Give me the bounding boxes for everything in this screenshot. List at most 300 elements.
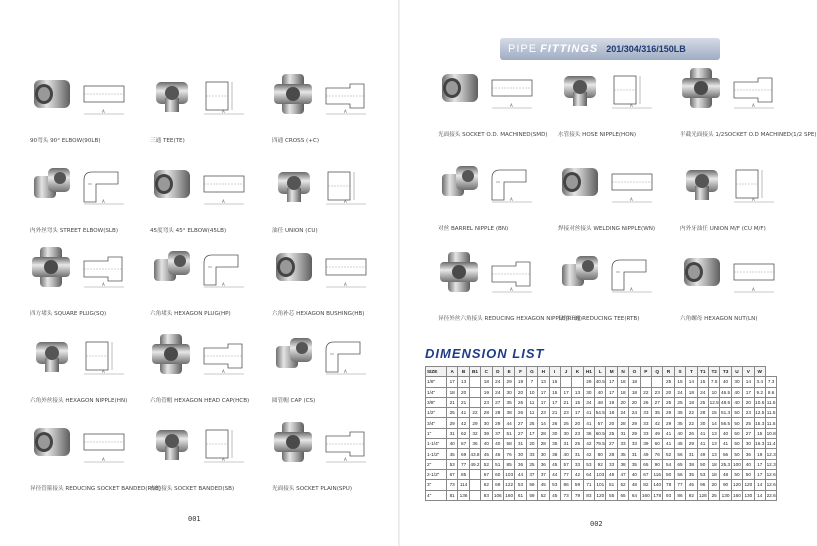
dimension-cell: 39	[481, 428, 492, 438]
dimension-cell: 93	[663, 490, 674, 500]
dimension-cell: 73	[560, 490, 571, 500]
dimension-cell: 22	[686, 408, 697, 418]
dimension-cell: 90	[652, 459, 663, 469]
dimension-cell: 178	[652, 490, 663, 500]
dimension-cell: 14	[754, 490, 765, 500]
header-grades: 201/304/316/150LB	[606, 44, 686, 54]
dimension-cell: 160	[640, 490, 651, 500]
dimension-cell: 26	[640, 397, 651, 407]
dimension-cell: 20	[458, 387, 469, 397]
dimension-cell: 15	[674, 377, 685, 387]
fitting-photo	[272, 162, 316, 206]
dimension-cell: 20	[572, 418, 583, 428]
dimension-cell: 18	[708, 459, 719, 469]
dimension-cell: 29	[583, 377, 594, 387]
dimension-cell: 30	[538, 449, 549, 459]
dimension-cell: 21	[458, 397, 469, 407]
svg-text:A: A	[102, 199, 105, 204]
dimension-cell: 7.5	[708, 377, 719, 387]
dimension-cell: 33	[606, 459, 617, 469]
dimension-cell: 53	[549, 480, 560, 490]
dimension-cell: 17	[572, 408, 583, 418]
dimension-cell: 38	[503, 408, 514, 418]
fitting-caption: 六角螺母 HEXAGON NUT(LN)	[680, 316, 758, 322]
fitting-caption: 六角补芯 HEXAGON BUSHING(HB)	[272, 311, 365, 317]
dimension-cell: 49	[606, 469, 617, 479]
dimension-header-row	[426, 367, 777, 377]
dimension-cell: 67	[481, 469, 492, 479]
dimension-cell: 92	[595, 459, 606, 469]
dimension-cell	[469, 469, 480, 479]
fitting-photo	[438, 250, 482, 294]
dimension-cell: 64	[629, 490, 640, 500]
dimension-cell: 50	[731, 449, 742, 459]
fitting-drawing	[198, 424, 248, 464]
dimension-cell: 40	[560, 449, 571, 459]
dimension-cell: 79	[572, 490, 583, 500]
fitting-photo	[30, 245, 74, 289]
dimension-cell: 120	[595, 490, 606, 500]
dimension-cell: 57	[560, 459, 571, 469]
dimension-cell: 40	[481, 439, 492, 449]
dimension-cell: 86	[674, 490, 685, 500]
dimension-cell: 79.5	[595, 439, 606, 449]
dimension-cell: 28	[492, 408, 503, 418]
dimension-cell: 11	[526, 397, 537, 407]
dimension-cell: 25.3	[720, 459, 731, 469]
dimension-cell: 65	[674, 459, 685, 469]
dimension-cell: 64	[583, 469, 594, 479]
dimension-cell: 51	[492, 459, 503, 469]
dimension-cell: 42	[458, 418, 469, 428]
dimension-column-header: M	[606, 367, 617, 377]
dimension-cell: 22.6	[765, 490, 776, 500]
svg-text:A: A	[344, 369, 347, 374]
dimension-cell: 31	[515, 439, 526, 449]
dimension-cell: 30	[697, 418, 708, 428]
dimension-cell: 30	[549, 428, 560, 438]
dimension-cell: 13	[708, 449, 719, 459]
dimension-cell: 29	[447, 418, 458, 428]
dimension-cell: 19	[515, 377, 526, 387]
dimension-cell: 18	[686, 397, 697, 407]
dimension-cell: 23	[572, 428, 583, 438]
dimension-cell: 128	[697, 490, 708, 500]
fitting-photo	[30, 420, 74, 464]
dimension-cell: 35	[503, 397, 514, 407]
dimension-cell: 80	[595, 449, 606, 459]
fitting-drawing	[320, 424, 370, 464]
dimension-cell: 16.3	[754, 439, 765, 449]
dimension-cell: 103	[503, 469, 514, 479]
dimension-row	[426, 387, 777, 397]
dimension-cell: 48	[595, 397, 606, 407]
dimension-cell: 40	[731, 387, 742, 397]
fitting-photo	[150, 162, 194, 206]
dimension-cell: 13	[538, 377, 549, 387]
dimension-cell: 23	[743, 408, 754, 418]
dimension-cell: 25	[708, 490, 719, 500]
fitting-caption: 六角外丝接头 HEXAGON NIPPLE(HN)	[30, 398, 128, 404]
dimension-cell: 19	[481, 387, 492, 397]
dimension-cell: 21	[560, 397, 571, 407]
dimension-cell: 37	[526, 469, 537, 479]
fitting-drawing	[78, 76, 128, 116]
dimension-cell: 13	[708, 428, 719, 438]
dimension-cell: 28	[606, 449, 617, 459]
dimension-cell: 42	[652, 418, 663, 428]
dimension-cell: 12.6	[765, 469, 776, 479]
dimension-cell: 33	[572, 459, 583, 469]
dimension-cell: 15	[697, 377, 708, 387]
dimension-cell: 136	[458, 490, 469, 500]
dimension-cell: 41	[720, 439, 731, 449]
dimension-cell: 50	[731, 408, 742, 418]
dimension-cell: 17	[560, 387, 571, 397]
dimension-cell: 100	[731, 459, 742, 469]
dimension-cell: 53	[697, 469, 708, 479]
dimension-cell: 42	[583, 439, 594, 449]
fitting-caption: 内外丝弯头 STREET ELBOW(SLB)	[30, 228, 119, 234]
fitting-drawing	[198, 336, 248, 376]
dimension-cell: 49	[652, 428, 663, 438]
dimension-cell: 11.5	[765, 418, 776, 428]
dimension-cell: 45	[538, 480, 549, 490]
dimension-cell: 52	[481, 459, 492, 469]
dimension-cell: 81	[447, 490, 458, 500]
dimension-cell: 53	[447, 459, 458, 469]
dimension-cell: 33	[526, 449, 537, 459]
dimension-row	[426, 377, 777, 387]
dimension-cell: 24	[617, 408, 628, 418]
dimension-cell: 22	[469, 408, 480, 418]
dimension-cell: 14	[538, 418, 549, 428]
dimension-cell: 56	[674, 449, 685, 459]
dimension-cell	[469, 377, 480, 387]
dimension-size-cell: 1-1/4"	[426, 439, 447, 449]
dimension-list-title: DIMENSION LIST	[425, 346, 545, 361]
dimension-cell: 36	[538, 459, 549, 469]
dimension-cell: 25	[526, 459, 537, 469]
dimension-cell: 41	[663, 428, 674, 438]
fitting-drawing	[320, 249, 370, 289]
dimension-cell: 17	[447, 377, 458, 387]
dimension-cell: 23	[538, 408, 549, 418]
svg-text:A: A	[752, 103, 755, 108]
fitting-drawing	[606, 164, 656, 204]
fitting-drawing	[606, 70, 656, 110]
dimension-cell: 45	[549, 459, 560, 469]
dimension-cell: 51	[503, 428, 514, 438]
dimension-cell: 33	[617, 439, 628, 449]
svg-text:A: A	[222, 457, 225, 462]
dimension-cell: 36	[583, 428, 594, 438]
dimension-cell	[469, 397, 480, 407]
dimension-column-header: T3	[720, 367, 731, 377]
dimension-cell: 49	[697, 449, 708, 459]
dimension-cell: 14	[708, 418, 719, 428]
dimension-cell: 50	[731, 418, 742, 428]
fitting-drawing	[606, 254, 656, 294]
fitting-drawing	[486, 164, 536, 204]
dimension-cell: 7.3	[765, 377, 776, 387]
dimension-cell: 27	[652, 397, 663, 407]
dimension-cell: 37	[492, 428, 503, 438]
fitting-caption: 异径外丝六角接头 REDUCING HEXAGON NIPPLE(RHN)	[438, 316, 583, 322]
dimension-cell: 86	[560, 480, 571, 490]
dimension-cell: 106	[492, 490, 503, 500]
dimension-cell: 46	[492, 449, 503, 459]
dimension-column-header: B	[458, 367, 469, 377]
dimension-cell: 26	[515, 408, 526, 418]
dimension-cell: 20	[629, 397, 640, 407]
fitting-caption: 六角堵头 HEXAGON PLUG(HP)	[150, 311, 231, 317]
svg-text:A: A	[102, 109, 105, 114]
dimension-cell: 41	[583, 418, 594, 428]
dimension-cell: 25	[560, 418, 571, 428]
header-fittings: FITTINGS	[540, 43, 599, 55]
dimension-cell: 37	[538, 469, 549, 479]
svg-text:A: A	[510, 287, 513, 292]
svg-text:A: A	[510, 103, 513, 108]
dimension-cell: 20	[743, 397, 754, 407]
fitting-drawing	[78, 249, 128, 289]
dimension-cell: 55	[606, 490, 617, 500]
dimension-cell: 11.5	[765, 397, 776, 407]
catalog-header	[500, 38, 720, 60]
dimension-size-cell: 1/8"	[426, 377, 447, 387]
dimension-cell: 38	[549, 449, 560, 459]
dimension-cell: 130	[743, 490, 754, 500]
svg-text:A: A	[344, 199, 347, 204]
dimension-cell: 19	[754, 449, 765, 459]
dimension-cell: 25	[572, 439, 583, 449]
dimension-cell: 33	[640, 428, 651, 438]
dimension-column-header: O	[629, 367, 640, 377]
dimension-size-cell: 2-1/2"	[426, 469, 447, 479]
dimension-size-cell: 3"	[426, 480, 447, 490]
fitting-photo	[680, 160, 724, 204]
dimension-column-header: C	[481, 367, 492, 377]
fitting-drawing	[320, 76, 370, 116]
dimension-cell: 59	[526, 480, 537, 490]
dimension-cell: 23	[481, 397, 492, 407]
dimension-cell: 40	[720, 377, 731, 387]
dimension-size-cell: 1"	[426, 428, 447, 438]
dimension-cell: 11.5	[765, 408, 776, 418]
fitting-caption: 半截光面接头 1/2SOCKET O.D MACHINED(1/2 SPE)	[680, 132, 817, 138]
dimension-row	[426, 408, 777, 418]
fitting-photo	[272, 245, 316, 289]
dimension-table	[425, 366, 777, 501]
dimension-cell: 24	[629, 408, 640, 418]
dimension-cell: 116	[652, 469, 663, 479]
dimension-cell: 122	[503, 480, 514, 490]
fitting-caption: 四通 CROSS (+C)	[272, 138, 319, 144]
dimension-cell: 14	[743, 377, 754, 387]
dimension-cell: 40	[595, 387, 606, 397]
dimension-cell: 17	[606, 387, 617, 397]
svg-text:A: A	[222, 109, 225, 114]
fitting-photo	[30, 72, 74, 116]
fitting-drawing	[320, 336, 370, 376]
dimension-cell: 50	[663, 469, 674, 479]
dimension-cell: 17	[538, 387, 549, 397]
dimension-cell: 27	[606, 439, 617, 449]
dimension-cell: 53	[515, 480, 526, 490]
dimension-cell: 67	[640, 469, 651, 479]
dimension-cell: 35	[549, 439, 560, 449]
dimension-cell: 85	[458, 469, 469, 479]
dimension-row	[426, 480, 777, 490]
fitting-drawing	[728, 164, 778, 204]
dimension-cell: 26	[549, 418, 560, 428]
dimension-cell	[572, 377, 583, 387]
dimension-cell: 15	[549, 387, 560, 397]
dimension-size-header: SIZE	[426, 367, 447, 377]
dimension-cell: 56	[720, 449, 731, 459]
dimension-cell: 30	[583, 387, 594, 397]
dimension-cell	[469, 480, 480, 490]
dimension-cell: 35	[674, 408, 685, 418]
fitting-caption: 水管接头 HOSE NIPPLE(HON)	[558, 132, 637, 138]
dimension-cell: 69	[458, 449, 469, 459]
dimension-column-header: T	[686, 367, 697, 377]
fitting-caption: 六角管帽 HEXAGON HEAD CAP(HCB)	[150, 398, 250, 404]
dimension-cell: 60	[652, 439, 663, 449]
dimension-cell: 31	[572, 449, 583, 459]
dimension-cell: 18	[606, 408, 617, 418]
dimension-cell: 140	[652, 480, 663, 490]
dimension-column-header: T1	[697, 367, 708, 377]
dimension-cell: 21	[447, 397, 458, 407]
dimension-row	[426, 490, 777, 500]
dimension-cell: 36	[469, 439, 480, 449]
dimension-cell: 12.3	[765, 449, 776, 459]
dimension-column-header: N	[617, 367, 628, 377]
dimension-cell: 58	[503, 439, 514, 449]
dimension-cell: 31	[447, 428, 458, 438]
fitting-caption: 异径管箍接头 REDUCING SOCKET BANDED(RSB)	[30, 486, 161, 492]
dimension-cell: 19	[606, 397, 617, 407]
dimension-cell: 40	[731, 397, 742, 407]
right-page	[400, 0, 817, 546]
dimension-cell: 28	[538, 428, 549, 438]
fitting-caption: 油任 UNION (CU)	[272, 228, 318, 234]
dimension-column-header: A	[447, 367, 458, 377]
fitting-photo	[272, 420, 316, 464]
dimension-cell: 10.8	[765, 428, 776, 438]
dimension-cell: 50	[731, 428, 742, 438]
dimension-cell: 83	[481, 490, 492, 500]
dimension-cell: 30	[743, 439, 754, 449]
dimension-column-header: I	[549, 367, 560, 377]
page-number-right: 002	[590, 520, 603, 528]
dimension-cell: 67	[447, 469, 458, 479]
dimension-row	[426, 439, 777, 449]
dimension-cell: 41	[663, 439, 674, 449]
dimension-cell: 30	[731, 377, 742, 387]
dimension-cell: 26	[686, 428, 697, 438]
dimension-cell: 49	[640, 449, 651, 459]
dimension-cell: 65	[640, 459, 651, 469]
dimension-column-header: T2	[708, 367, 719, 377]
svg-text:A: A	[102, 369, 105, 374]
dimension-cell: 77	[560, 469, 571, 479]
dimension-cell: 45	[481, 449, 492, 459]
dimension-column-header: G	[526, 367, 537, 377]
dimension-cell: 20	[515, 387, 526, 397]
dimension-cell: 30	[503, 387, 514, 397]
dimension-column-header: H	[538, 367, 549, 377]
svg-text:A: A	[630, 287, 633, 292]
fitting-photo	[558, 160, 602, 204]
dimension-cell: 15	[708, 408, 719, 418]
dimension-cell: 67	[458, 439, 469, 449]
dimension-cell: 14	[754, 480, 765, 490]
fitting-photo	[150, 332, 194, 376]
dimension-cell: 21	[549, 408, 560, 418]
fitting-drawing	[78, 424, 128, 464]
dimension-cell: 35	[617, 449, 628, 459]
dimension-cell: 69	[492, 480, 503, 490]
dimension-cell: 41	[583, 408, 594, 418]
dimension-cell: 76	[652, 449, 663, 459]
dimension-cell	[652, 377, 663, 387]
dimension-row	[426, 449, 777, 459]
header-pipe: PIPE	[508, 43, 538, 55]
dimension-cell: 45	[447, 449, 458, 459]
svg-text:A: A	[752, 287, 755, 292]
dimension-cell: 20	[708, 480, 719, 490]
dimension-cell: 85	[503, 459, 514, 469]
dimension-size-cell: 4"	[426, 490, 447, 500]
fitting-photo	[150, 72, 194, 116]
dimension-cell: 25	[447, 408, 458, 418]
dimension-cell: 73	[447, 480, 458, 490]
fitting-caption: 四方堵头 SQUARE PLUG(SQ)	[30, 311, 107, 317]
dimension-row	[426, 418, 777, 428]
dimension-column-header: B1	[469, 367, 480, 377]
dimension-cell: 41	[697, 439, 708, 449]
dimension-cell: 77	[458, 459, 469, 469]
fitting-photo	[558, 66, 602, 110]
dimension-cell: 22	[640, 387, 651, 397]
dimension-cell: 25	[743, 418, 754, 428]
svg-text:A: A	[102, 457, 105, 462]
dimension-cell: 12.5	[754, 408, 765, 418]
svg-text:A: A	[344, 457, 347, 462]
fitting-drawing	[198, 76, 248, 116]
dimension-cell: 25	[606, 428, 617, 438]
dimension-column-header: U	[731, 367, 742, 377]
dimension-cell: 23	[652, 387, 663, 397]
dimension-column-header: D	[492, 367, 503, 377]
dimension-cell: 31	[617, 428, 628, 438]
fitting-photo	[30, 332, 74, 376]
dimension-cell: 120	[731, 480, 742, 490]
svg-text:A: A	[630, 103, 633, 108]
dimension-cell: 12.6	[765, 480, 776, 490]
dimension-cell: 22	[686, 418, 697, 428]
fitting-photo	[150, 245, 194, 289]
dimension-cell: 60	[492, 469, 503, 479]
dimension-cell: 27	[515, 428, 526, 438]
dimension-cell: 29	[503, 377, 514, 387]
dimension-cell: 18	[447, 387, 458, 397]
fitting-photo	[438, 160, 482, 204]
dimension-cell: 57	[595, 418, 606, 428]
